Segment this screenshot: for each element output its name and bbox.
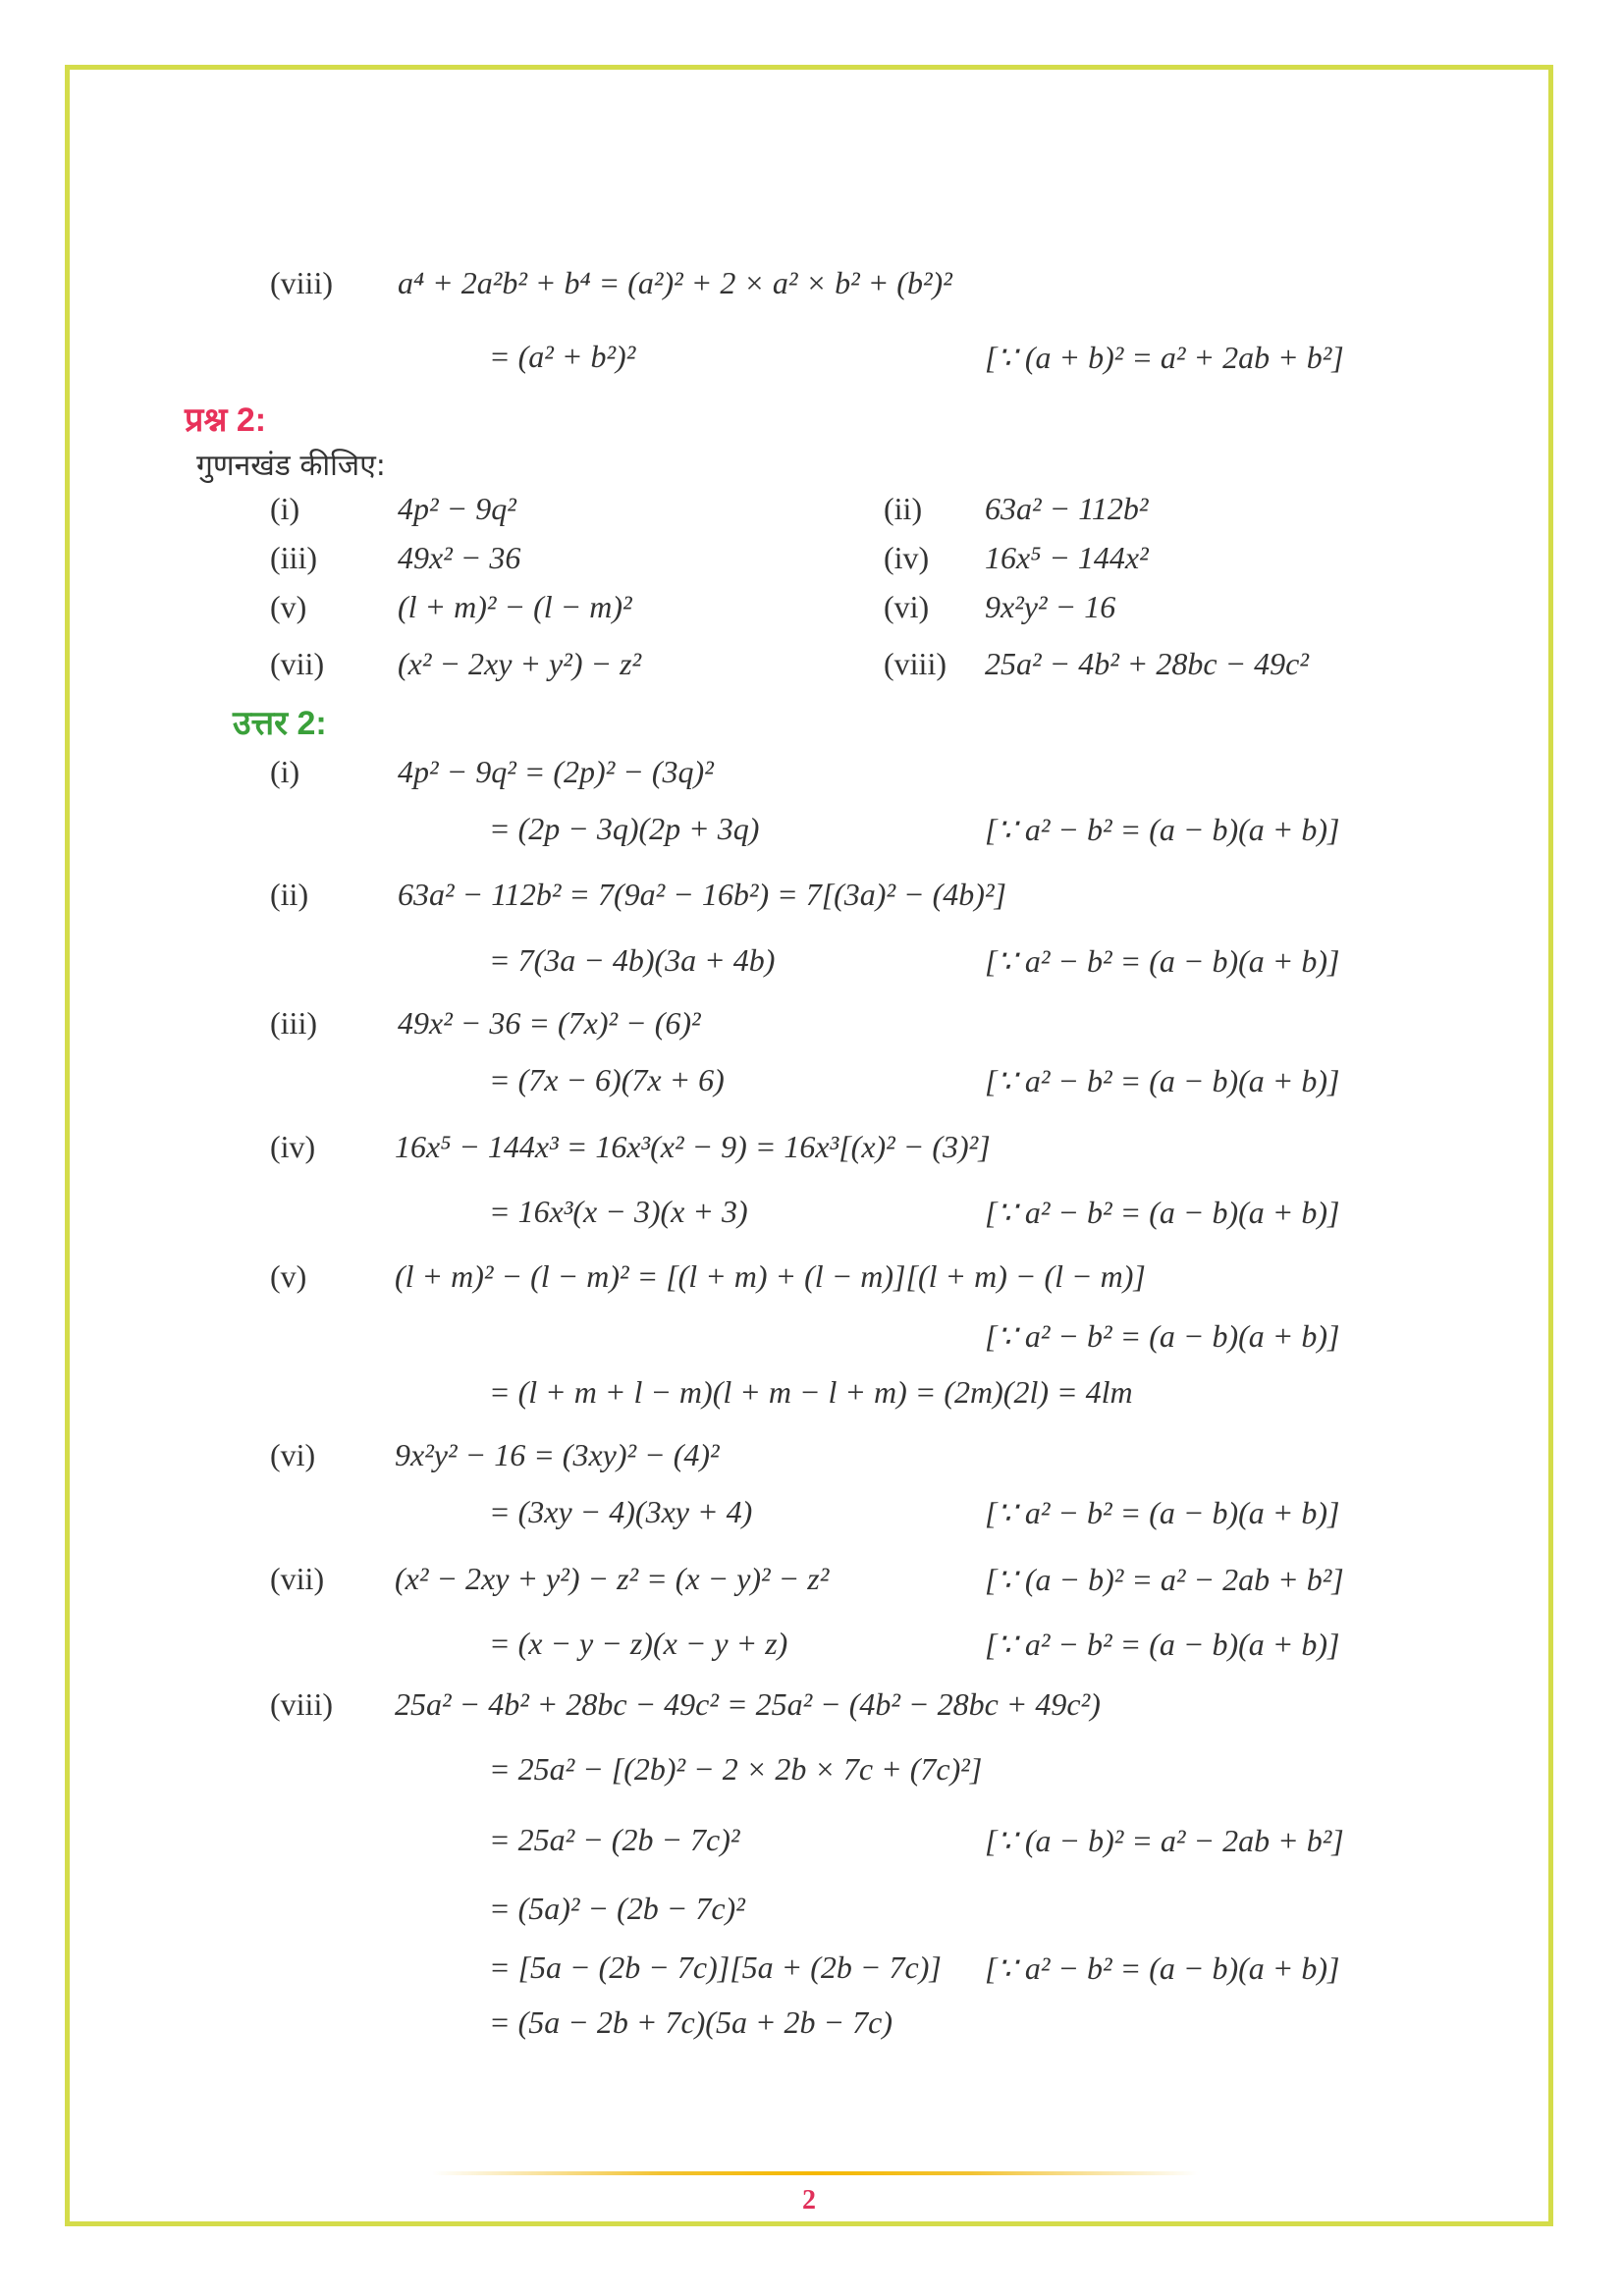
question-item-expr: 9x²y² − 16 (985, 589, 1116, 624)
answer-line: = 25a² − (2b − 7c)² (489, 1822, 740, 1857)
prev-item-line2: = (a² + b²)² (489, 339, 636, 374)
page-number: 2 (802, 2185, 816, 2216)
answer-reason: [∵ (a − b)² = a² − 2ab + b²] (985, 1823, 1344, 1858)
answer-item-label: (v) (270, 1258, 307, 1294)
answer-line: = (x − y − z)(x − y + z) (489, 1626, 788, 1661)
answer-reason: [∵ a² − b² = (a − b)(a + b)] (985, 1318, 1340, 1354)
question-item-expr: (l + m)² − (l − m)² (398, 589, 632, 624)
answer-line: = (5a)² − (2b − 7c)² (489, 1891, 745, 1926)
question-item-expr: 16x⁵ − 144x² (985, 540, 1149, 575)
answer-line: = (2p − 3q)(2p + 3q) (489, 811, 760, 846)
answer-reason: [∵ a² − b² = (a − b)(a + b)] (985, 1195, 1340, 1230)
answer-item-label: (i) (270, 754, 300, 789)
question-item-label: (ii) (884, 491, 923, 526)
answer-item-label: (vii) (270, 1561, 325, 1596)
answer-reason: [∵ a² − b² = (a − b)(a + b)] (985, 1063, 1340, 1098)
question-item-label: (iv) (884, 540, 930, 575)
answer-line: = (l + m + l − m)(l + m − l + m) = (2m)(2l) = 4lm (489, 1374, 1133, 1410)
footer-divider (432, 2171, 1198, 2175)
answer-reason: [∵ a² − b² = (a − b)(a + b)] (985, 943, 1340, 979)
answer-line: = (5a − 2b + 7c)(5a + 2b − 7c) (489, 2004, 893, 2040)
answer-line: 4p² − 9q² = (2p)² − (3q)² (398, 754, 714, 789)
answer-reason: [∵ (a − b)² = a² − 2ab + b²] (985, 1562, 1344, 1597)
answer-reason: [∵ a² − b² = (a − b)(a + b)] (985, 1950, 1340, 1986)
answer-line: 9x²y² − 16 = (3xy)² − (4)² (395, 1437, 720, 1472)
answer-line: 16x⁵ − 144x³ = 16x³(x² − 9) = 16x³[(x)² − (3)²] (395, 1129, 991, 1164)
question-item-expr: 4p² − 9q² (398, 491, 516, 526)
answer-line: 63a² − 112b² = 7(9a² − 16b²) = 7[(3a)² − (4b)²] (398, 877, 1006, 912)
answer-line: = (3xy − 4)(3xy + 4) (489, 1494, 753, 1529)
question-item-label: (vii) (270, 646, 325, 681)
answer-reason: [∵ a² − b² = (a − b)(a + b)] (985, 1627, 1340, 1662)
answer-line: = (7x − 6)(7x + 6) (489, 1062, 725, 1097)
answer-reason: [∵ a² − b² = (a − b)(a + b)] (985, 1495, 1340, 1530)
prev-item-label: (viii) (270, 265, 333, 300)
question-item-label: (iii) (270, 540, 317, 575)
question-item-label: (v) (270, 589, 307, 624)
answer-item-label: (ii) (270, 877, 309, 912)
question-instruction: गुणनखंड कीजिए: (196, 449, 386, 483)
question-item-expr: 25a² − 4b² + 28bc − 49c² (985, 646, 1309, 681)
answer-item-label: (viii) (270, 1686, 333, 1722)
answer-line: = 7(3a − 4b)(3a + 4b) (489, 942, 776, 978)
answer-heading: उत्तर 2: (233, 705, 327, 742)
answer-line: = [5a − (2b − 7c)][5a + (2b − 7c)] (489, 1949, 942, 1985)
answer-line: (l + m)² − (l − m)² = [(l + m) + (l − m)][(l + m) − (l − m)] (395, 1258, 1146, 1294)
question-item-label: (viii) (884, 646, 947, 681)
answer-line: = 16x³(x − 3)(x + 3) (489, 1194, 748, 1229)
answer-line: 25a² − 4b² + 28bc − 49c² = 25a² − (4b² − 28bc + 49c²) (395, 1686, 1101, 1722)
answer-line: 49x² − 36 = (7x)² − (6)² (398, 1005, 701, 1041)
answer-item-label: (vi) (270, 1437, 316, 1472)
question-heading: प्रश्न 2: (185, 401, 267, 439)
question-item-expr: 49x² − 36 (398, 540, 521, 575)
question-item-expr: 63a² − 112b² (985, 491, 1149, 526)
question-item-label: (i) (270, 491, 300, 526)
answer-line: (x² − 2xy + y²) − z² = (x − y)² − z² (395, 1561, 830, 1596)
question-item-expr: (x² − 2xy + y²) − z² (398, 646, 642, 681)
answer-reason: [∵ a² − b² = (a − b)(a + b)] (985, 812, 1340, 847)
answer-item-label: (iv) (270, 1129, 316, 1164)
prev-item-reason: [∵ (a + b)² = a² + 2ab + b²] (985, 340, 1344, 375)
question-item-label: (vi) (884, 589, 930, 624)
prev-item-line1: a⁴ + 2a²b² + b⁴ = (a²)² + 2 × a² × b² + (b²)² (398, 265, 952, 300)
answer-item-label: (iii) (270, 1005, 317, 1041)
answer-line: = 25a² − [(2b)² − 2 × 2b × 7c + (7c)²] (489, 1751, 983, 1787)
